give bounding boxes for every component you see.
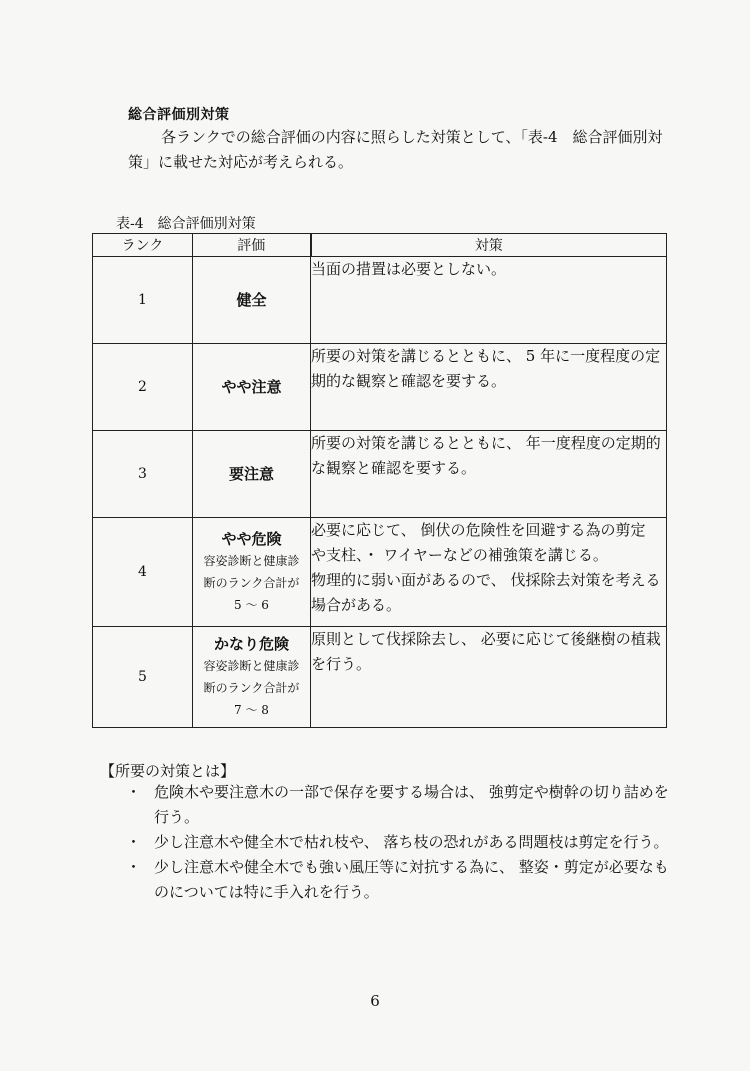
note-item [106, 830, 676, 855]
notes-title: 【所要の対策とは】 [100, 762, 236, 780]
measure-line: 必要に応じて、 倒伏の危険性を回避する為の剪定 [311, 521, 646, 539]
note-line: のについては特に手入れを行う。 [154, 883, 379, 901]
eval-note: 断のランク合計が [203, 576, 300, 590]
eval-cell [193, 344, 311, 431]
eval-label: やや危険 [221, 530, 282, 548]
measure-line: 所要の対策を講じるとともに、 5 年に一度程度の定 [311, 347, 661, 365]
measure-line: 原則として伐採除去し、 必要に応じて後継樹の植栽 [311, 630, 661, 648]
rank-cell: 4 [93, 518, 193, 627]
measure-cell [311, 627, 667, 728]
table-row [93, 257, 667, 344]
intro-paragraph [128, 125, 668, 175]
eval-cell [193, 627, 311, 728]
eval-note: 7 ～ 8 [234, 703, 269, 717]
rank-cell: 2 [93, 344, 193, 431]
rank-cell: 5 [93, 627, 193, 728]
eval-note: 断のランク合計が [203, 681, 300, 695]
countermeasure-table [92, 233, 667, 728]
section-heading: 総合評価別対策 [128, 107, 230, 123]
page-number: 6 [370, 992, 380, 1010]
bullet-icon: ・ [126, 833, 142, 851]
intro-line-1: 各ランクでの総合評価の内容に照らした対策として、「表-4 総合評価別対 [161, 128, 663, 146]
note-line: 少し注意木や健全木で枯れ枝や、 落ち枝の恐れがある問題枝は剪定を行う。 [154, 833, 669, 851]
note-line: 少し注意木や健全木でも強い風圧等に対抗する為に、 整姿・剪定が必要なも [154, 858, 669, 876]
eval-note: 容姿診断と健康診 [203, 659, 300, 673]
intro-line-2: 策」に載せた対応が考えられる。 [128, 153, 354, 171]
measure-line: 所要の対策を講じるとともに、 年一度程度の定期的 [311, 434, 661, 452]
note-line: 行う。 [154, 808, 200, 826]
table-row [93, 627, 667, 728]
header-rank: ランク [93, 234, 193, 257]
table-header-row [93, 234, 667, 257]
measure-cell [311, 518, 667, 627]
eval-cell [193, 257, 311, 344]
table-caption: 表-4 総合評価別対策 [116, 216, 256, 232]
eval-cell [193, 431, 311, 518]
rank-cell: 3 [93, 431, 193, 518]
notes-list [106, 780, 676, 905]
note-item [106, 855, 676, 905]
table-row [93, 344, 667, 431]
header-measure: 対策 [311, 234, 667, 257]
measure-line: 場合がある。 [311, 596, 402, 614]
eval-note: 容姿診断と健康診 [203, 554, 300, 568]
measure-cell [311, 431, 667, 518]
table-row [93, 518, 667, 627]
eval-cell [193, 518, 311, 627]
header-eval: 評価 [193, 234, 311, 257]
measure-cell [311, 257, 667, 344]
measure-line: 物理的に弱い面があるので、 伐採除去対策を考える [311, 571, 661, 589]
measure-cell [311, 344, 667, 431]
measure-line: や支柱、・ ワイヤーなどの補強策を講じる。 [311, 546, 608, 564]
table-row [93, 431, 667, 518]
bullet-icon: ・ [126, 783, 142, 801]
eval-label: かなり危険 [213, 635, 289, 653]
note-item [106, 780, 676, 830]
eval-label: 健全 [236, 291, 267, 309]
measure-line: 期的な観察と確認を要する。 [311, 372, 507, 390]
note-line: 危険木や要注意木の一部で保存を要する場合は、 強剪定や樹幹の切り詰めを [154, 783, 669, 801]
eval-label: やや注意 [221, 378, 282, 396]
bullet-icon: ・ [126, 858, 142, 876]
rank-cell: 1 [93, 257, 193, 344]
measure-line: 当面の措置は必要としない。 [311, 260, 507, 278]
eval-label: 要注意 [228, 465, 274, 483]
measure-line: な観察と確認を要する。 [311, 459, 477, 477]
measure-line: を行う。 [311, 655, 372, 673]
eval-note: 5 ～ 6 [234, 598, 269, 612]
